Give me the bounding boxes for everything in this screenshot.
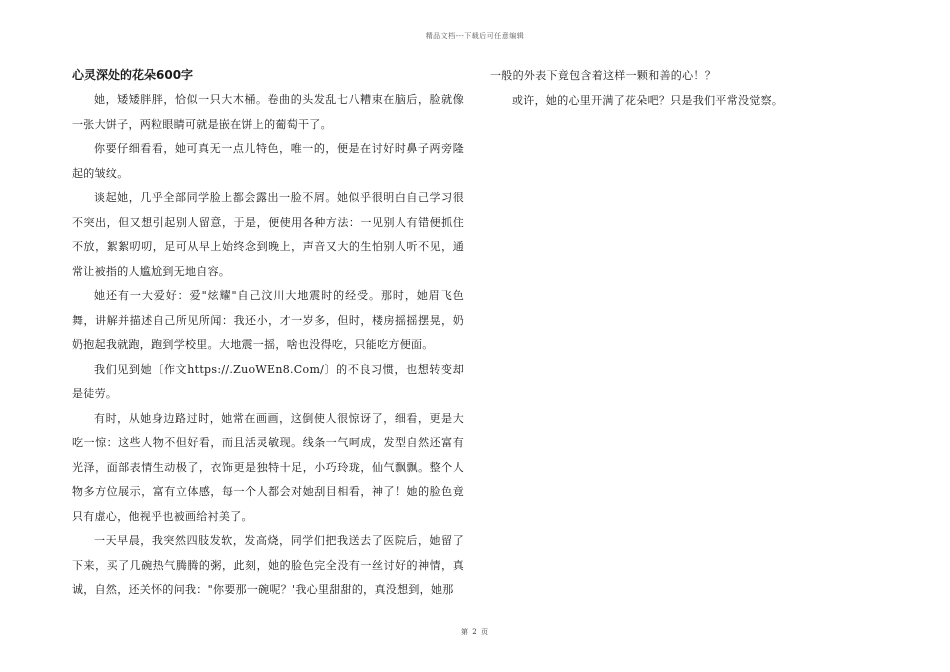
paragraph: 有时，从她身边路过时，她常在画画，这倒使人很惊讶了，细看，更是大吃一惊：这些人物不但好看，而且活灵敏现。线条一气呵成，发型自然还富有光泽，面部表情生动极了，衣饰更是独特十足，小巧玲珑，仙气飘飘。整个人物多方位展示，富有立体感，每一个人都会对她刮目相看，神了！她的脸色竟只有虚心，他视乎也被画给衬美了。 [72, 411, 464, 523]
page-number: 第 2 页 [461, 628, 489, 636]
paragraph: 她还有一大爱好：爱"炫耀"自己汶川大地震时的经受。那时，她眉飞色舞，讲解并描述自己所见所闻：我还小，才一岁多，但时，楼房摇摇摆晃，奶奶抱起我就跑，跑到学校里。大地震一摇，啥也没得吃，只能吃方便面。 [72, 289, 464, 351]
paragraph: 她，矮矮胖胖，恰似一只大木桶。卷曲的头发乱七八糟束在脑后，脸就像一张大饼子，两粒眼睛可就是嵌在饼上的葡萄干了。 [72, 93, 464, 131]
paragraph: 谈起她，几乎全部同学脸上都会露出一脸不屑。她似乎很明白自己学习很不突出，但又想引起别人留意，于是，便使用各种方法：一见别人有错便抓住不放，絮絮叨叨，足可从早上始终念到晚上，声音又大的生怕别人听不见，通常让被指的人尴尬到无地自容。 [72, 191, 464, 278]
page-header: 精品文档---下载后可任意编辑 [425, 32, 525, 40]
paragraph: 我们见到她〔作文https://.ZuoWEn8.Com/〕的不良习惯，也想转变却是徒劳。 [72, 362, 464, 400]
article-title: 心灵深处的花朵600字 [72, 68, 194, 82]
paragraph: 一天早晨，我突然四肢发软，发高烧，同学们把我送去了医院后，她留了下来，买了几碗热气腾腾的粥，此刻，她的脸色完全没有一丝讨好的神情，真诚，自然，还关怀的问我："你要那一碗呢？'我心里甜甜的，真没想到，她那 [72, 534, 464, 596]
paragraph-continuation: 一般的外表下竟包含着这样一颗和善的心！？ [490, 69, 716, 82]
paragraph: 你要仔细看看，她可真无一点儿特色，唯一的，便是在讨好时鼻子两旁隆起的皱纹。 [72, 142, 464, 180]
left-column [72, 64, 464, 603]
paragraph: 或许，她的心里开满了花朵吧？只是我们平常没觉察。 [512, 93, 784, 107]
right-column [490, 64, 790, 113]
